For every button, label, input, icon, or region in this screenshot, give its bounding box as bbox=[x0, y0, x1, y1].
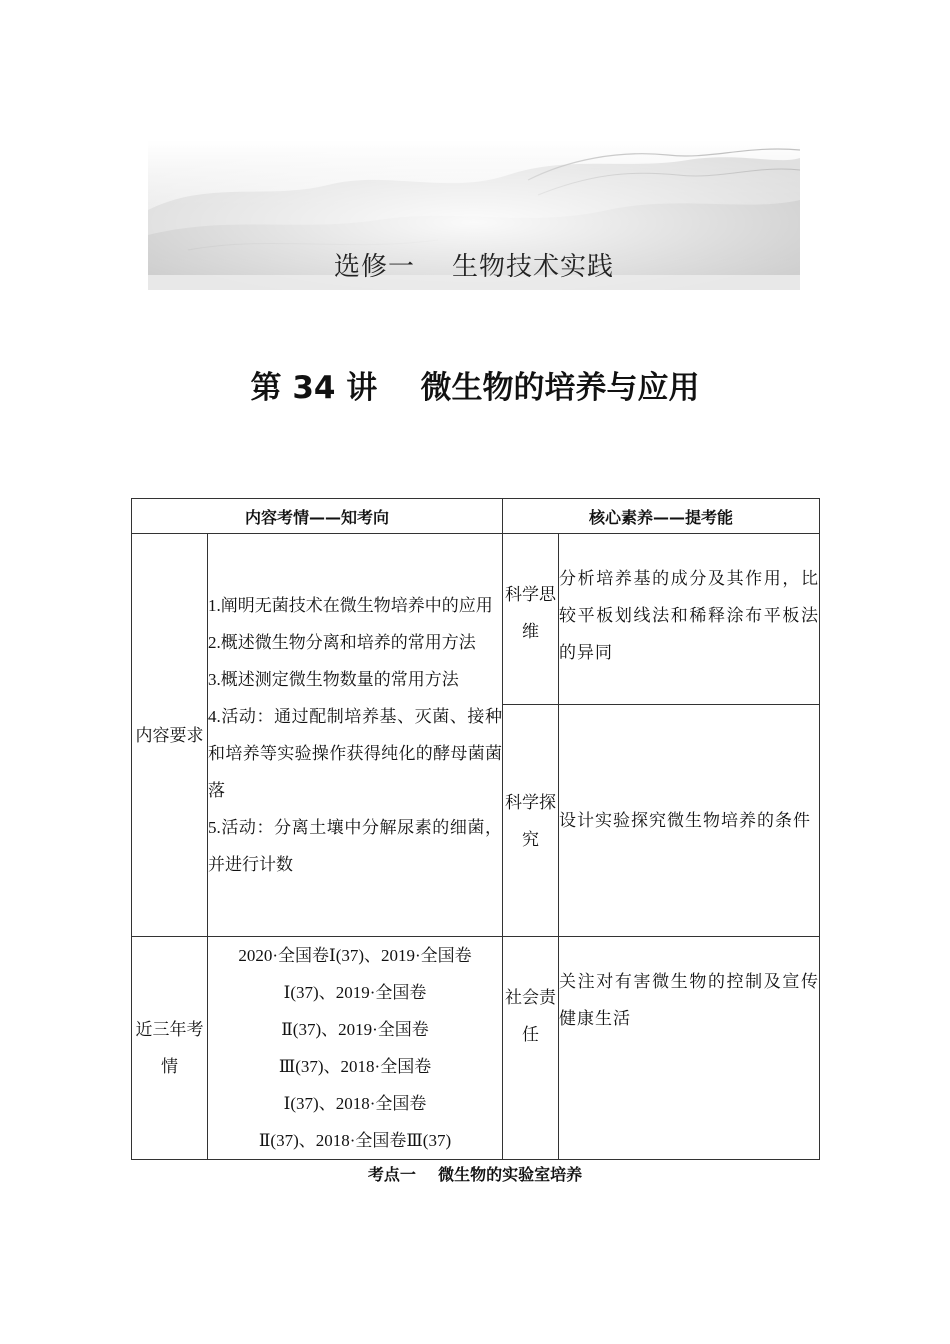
competency-label: 社会责任 bbox=[503, 937, 559, 1160]
exam-line: Ⅱ(37)、2019·全国卷 bbox=[281, 1020, 429, 1039]
competency-text: 分析培养基的成分及其作用，比较平板划线法和稀释涂布平板法的异同 bbox=[559, 534, 820, 705]
banner-title: 选修一 生物技术实践 bbox=[333, 252, 615, 282]
section-banner bbox=[148, 140, 800, 290]
requirement-item: 3.概述测定微生物数量的常用方法 bbox=[208, 670, 459, 689]
competency-text: 关注对有害微生物的控制及宣传健康生活 bbox=[559, 937, 820, 1160]
content-header: 内容考情——知考向 bbox=[132, 499, 503, 534]
competency-label: 科学思维 bbox=[503, 534, 559, 705]
section-heading: 考点一 微生物的实验室培养 bbox=[367, 1165, 583, 1184]
requirement-item: 2.概述微生物分离和培养的常用方法 bbox=[208, 633, 476, 652]
requirement-item: 1.阐明无菌技术在微生物培养中的应用 bbox=[208, 596, 493, 615]
requirement-item: 5.活动：分离土壤中分解尿素的细菌，并进行计数 bbox=[208, 818, 503, 874]
exam-label: 近三年考情 bbox=[132, 937, 208, 1160]
requirement-list bbox=[208, 534, 503, 937]
competency-label: 科学探究 bbox=[503, 705, 559, 937]
competency-header: 核心素养——提考能 bbox=[503, 499, 820, 534]
exam-line: 2020·全国卷Ⅰ(37)、2019·全国卷 bbox=[238, 946, 472, 965]
content-requirement-label: 内容要求 bbox=[132, 534, 208, 937]
lecture-title: 第 34 讲 微生物的培养与应用 bbox=[250, 370, 700, 406]
exam-line: Ⅱ(37)、2018·全国卷Ⅲ(37) bbox=[258, 1131, 452, 1150]
requirement-item: 4.活动：通过配制培养基、灭菌、接种和培养等实验操作获得纯化的酵母菌菌落 bbox=[208, 707, 503, 800]
exam-line: Ⅰ(37)、2018·全国卷 bbox=[283, 1094, 427, 1113]
requirements-table bbox=[131, 498, 820, 1160]
competency-text: 设计实验探究微生物培养的条件 bbox=[559, 705, 820, 937]
exam-history bbox=[208, 937, 503, 1160]
exam-line: Ⅲ(37)、2018·全国卷 bbox=[278, 1057, 432, 1076]
exam-line: Ⅰ(37)、2019·全国卷 bbox=[283, 983, 427, 1002]
